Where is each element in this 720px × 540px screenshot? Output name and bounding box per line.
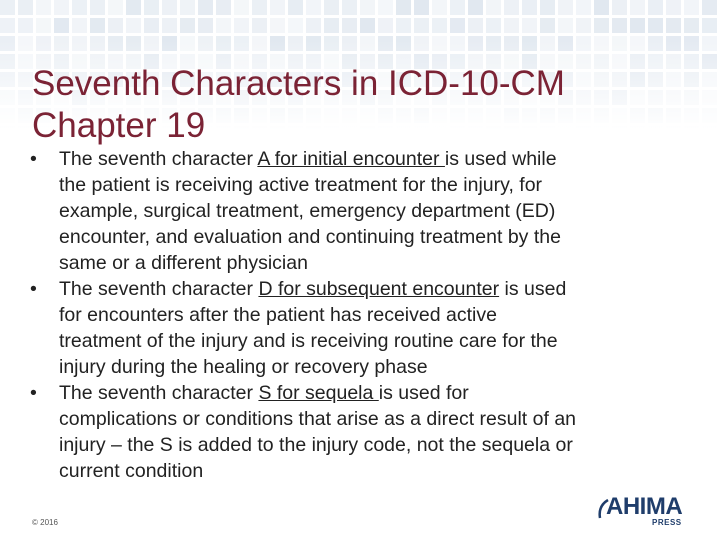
grid-cell (540, 18, 555, 33)
grid-cell (450, 18, 465, 33)
grid-cell (162, 18, 177, 33)
grid-cell (36, 18, 51, 33)
grid-cell (540, 0, 555, 15)
grid-cell (342, 18, 357, 33)
grid-cell (468, 18, 483, 33)
grid-cell (414, 18, 429, 33)
grid-cell (72, 18, 87, 33)
bullet-line: encounter, and evaluation and continuing treatment by the (59, 226, 561, 248)
grid-cell (162, 0, 177, 15)
grid-cell (702, 18, 717, 33)
bullet-marker: • (30, 278, 37, 300)
underlined-term: S for sequela (258, 382, 379, 404)
grid-cell (198, 0, 213, 15)
grid-cell (486, 18, 501, 33)
ahima-press-logo (596, 494, 688, 530)
grid-cell (198, 18, 213, 33)
grid-cell (288, 0, 303, 15)
grid-cell (234, 18, 249, 33)
bullet-line (59, 380, 700, 406)
bullet-item-initial-encounter (30, 146, 700, 276)
bullet-line: same or a different physician (59, 252, 308, 274)
grid-cell (306, 0, 321, 15)
bullet-list (30, 146, 700, 484)
grid-cell (702, 0, 717, 15)
grid-cell (486, 0, 501, 15)
grid-cell (432, 18, 447, 33)
title-line-2: Chapter 19 (32, 106, 206, 146)
grid-cell (558, 18, 573, 33)
grid-cell (468, 0, 483, 15)
grid-cell (54, 18, 69, 33)
grid-cell (90, 0, 105, 15)
bullet-line: complications or conditions that arise as a direct result of an (59, 408, 577, 430)
grid-cell (594, 18, 609, 33)
grid-cell (180, 0, 195, 15)
grid-cell (450, 0, 465, 15)
bullet-line: current condition (59, 460, 204, 482)
grid-cell (396, 0, 411, 15)
grid-cell (108, 0, 123, 15)
grid-cell (612, 18, 627, 33)
grid-cell (216, 0, 231, 15)
bullet-text: The seventh character (59, 148, 258, 170)
bullet-line: treatment of the injury and is receiving routine care for the (59, 330, 558, 352)
grid-cell (234, 0, 249, 15)
bullet-line: injury – the S is added to the injury code, not the sequela or (59, 434, 573, 456)
bullet-line: the patient is receiving active treatment for the injury, for (59, 174, 543, 196)
grid-cell (396, 18, 411, 33)
grid-cell (252, 18, 267, 33)
grid-cell (18, 18, 33, 33)
grid-cell (0, 0, 15, 15)
bullet-line: example, surgical treatment, emergency department (ED) (59, 200, 556, 222)
bullet-text: is used (499, 278, 567, 300)
underlined-term: A for initial encounter (257, 148, 445, 170)
grid-cell (324, 0, 339, 15)
grid-cell (432, 0, 447, 15)
bullet-text: The seventh character (59, 382, 259, 404)
grid-cell (648, 18, 663, 33)
logo-subtitle: PRESS (652, 518, 682, 527)
grid-cell (216, 18, 231, 33)
grid-cell (306, 18, 321, 33)
grid-cell (144, 18, 159, 33)
grid-cell (684, 0, 699, 15)
bullet-text: The seventh character (59, 278, 259, 300)
grid-cell (324, 18, 339, 33)
grid-cell (666, 0, 681, 15)
grid-cell (126, 18, 141, 33)
bullet-marker: • (30, 148, 37, 170)
grid-cell (504, 0, 519, 15)
grid-cell (0, 18, 15, 33)
grid-cell (576, 0, 591, 15)
grid-cell (630, 0, 645, 15)
grid-cell (90, 18, 105, 33)
grid-cell (522, 0, 537, 15)
grid-cell (360, 18, 375, 33)
grid-cell (684, 18, 699, 33)
logo-wordmark: AHIMA (606, 493, 683, 520)
grid-cell (342, 0, 357, 15)
grid-cell (666, 18, 681, 33)
page-title (32, 63, 692, 147)
bullet-text: is used for (378, 382, 469, 404)
underlined-term: D for subsequent encounter (258, 278, 500, 300)
grid-cell (612, 0, 627, 15)
bullet-item-subsequent-encounter (30, 276, 700, 380)
grid-cell (180, 18, 195, 33)
bullet-item-sequela (30, 380, 700, 484)
bullet-text: is used while (444, 148, 557, 170)
grid-cell (360, 0, 375, 15)
copyright-notice: © 2016 (32, 518, 58, 527)
grid-cell (126, 0, 141, 15)
grid-cell (558, 0, 573, 15)
grid-cell (504, 18, 519, 33)
grid-cell (648, 0, 663, 15)
bullet-line (59, 276, 700, 302)
grid-cell (72, 0, 87, 15)
grid-cell (594, 0, 609, 15)
grid-cell (288, 18, 303, 33)
grid-cell (378, 18, 393, 33)
grid-cell (576, 18, 591, 33)
grid-cell (414, 0, 429, 15)
grid-cell (144, 0, 159, 15)
bullet-line (59, 146, 700, 172)
grid-cell (378, 0, 393, 15)
grid-cell (630, 18, 645, 33)
bullet-marker: • (30, 382, 37, 404)
grid-cell (270, 0, 285, 15)
grid-cell (522, 18, 537, 33)
bullet-line: injury during the healing or recovery phase (59, 356, 428, 378)
grid-cell (108, 18, 123, 33)
bullet-line: for encounters after the patient has received active (59, 304, 497, 326)
grid-cell (252, 0, 267, 15)
grid-cell (54, 0, 69, 15)
grid-cell (18, 0, 33, 15)
title-line-1: Seventh Characters in ICD-10-CM (32, 64, 565, 104)
grid-cell (270, 18, 285, 33)
grid-cell (36, 0, 51, 15)
